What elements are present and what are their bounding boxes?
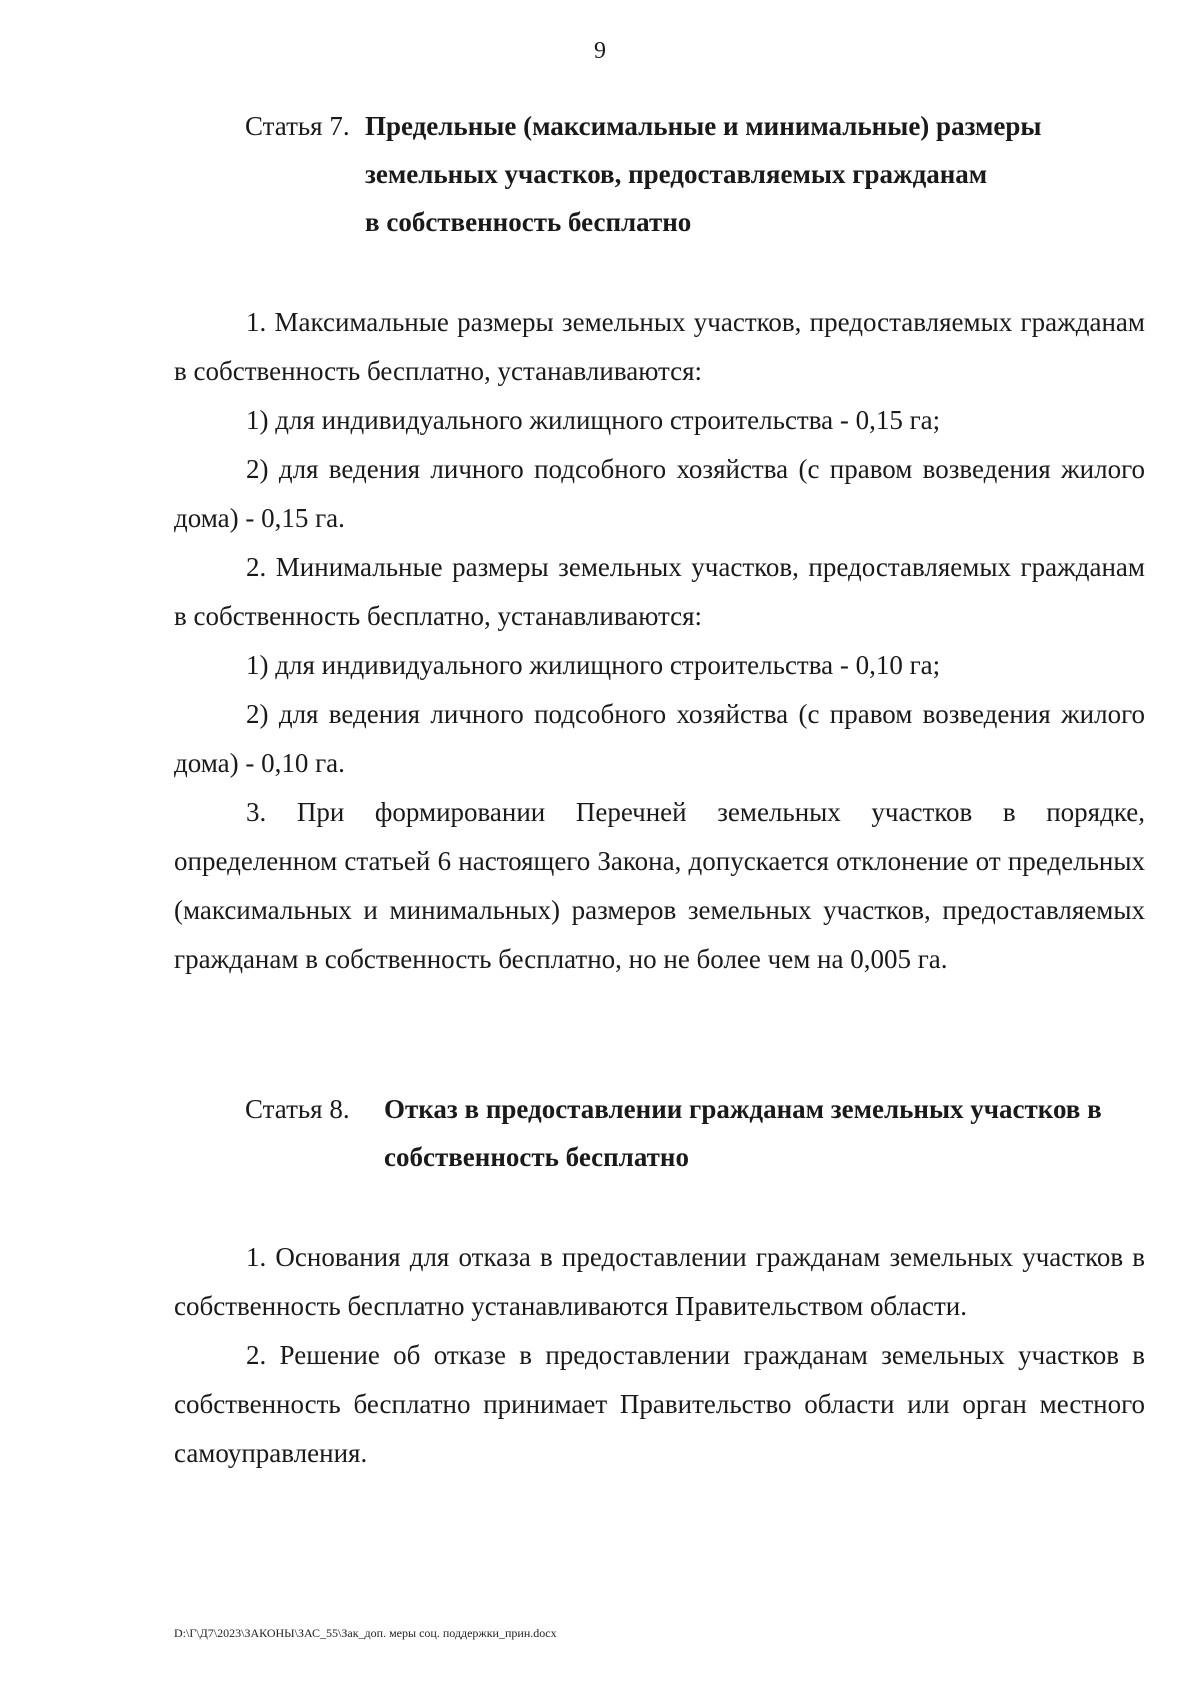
paragraph: 2. Минимальные размеры земельных участков, предоставляемых гражданам в собственность бесплатно, устанавливаются: — [174, 552, 1145, 631]
article-8-label: Статья 8. — [245, 1094, 350, 1124]
article-8-title-line: собственность бесплатно — [384, 1142, 689, 1172]
article-7-title — [365, 102, 1042, 246]
article-8-title-line: Отказ в предоставлении гражданам земельных участков в — [384, 1094, 1102, 1124]
paragraph: 3. При формировании Перечней земельных участков в порядке, определенном статьей 6 настоящего Закона, допускается отклонение от предельных (максимальных и минимальных) размеров земельных участков, предоставляемых гражданам в собственность бесплатно, но не более чем на 0,005 га. — [174, 797, 1145, 974]
paragraph: 1. Максимальные размеры земельных участков, предоставляемых гражданам в собственность бесплатно, устанавливаются: — [174, 307, 1145, 386]
paragraph: 1) для индивидуального жилищного строительства - 0,15 га; — [246, 405, 941, 435]
page-number: 9 — [594, 38, 606, 64]
file-path-footer: D:\Г\Д7\2023\ЗАКОНЫ\ЗАС_55\Зак_доп. меры соц. поддержки_прин.docx — [174, 1626, 557, 1640]
paragraph: 2) для ведения личного подсобного хозяйства (с правом возведения жилого дома) - 0,15 га. — [174, 454, 1145, 533]
article-8-heading — [245, 1085, 1102, 1181]
paragraph: 2) для ведения личного подсобного хозяйства (с правом возведения жилого дома) - 0,10 га. — [174, 699, 1145, 778]
paragraph: 1) для индивидуального жилищного строительства - 0,10 га; — [246, 650, 941, 680]
article-7-body — [174, 298, 1145, 984]
paragraph: 2. Решение об отказе в предоставлении гражданам земельных участков в собственность бесплатно принимает Правительство области или орган местного самоуправления. — [174, 1340, 1145, 1468]
article-8-body — [174, 1233, 1145, 1478]
article-7-title-line: земельных участков, предоставляемых гражданам — [365, 159, 988, 189]
article-7-heading — [245, 102, 1042, 246]
article-7-title-line: Предельные (максимальные и минимальные) размеры — [365, 111, 1042, 141]
article-8-title — [384, 1085, 1102, 1181]
paragraph: 1. Основания для отказа в предоставлении гражданам земельных участков в собственность бесплатно устанавливаются Правительством области. — [174, 1242, 1145, 1321]
article-7-title-line: в собственность бесплатно — [365, 207, 692, 237]
article-7-label: Статья 7. — [245, 111, 350, 141]
